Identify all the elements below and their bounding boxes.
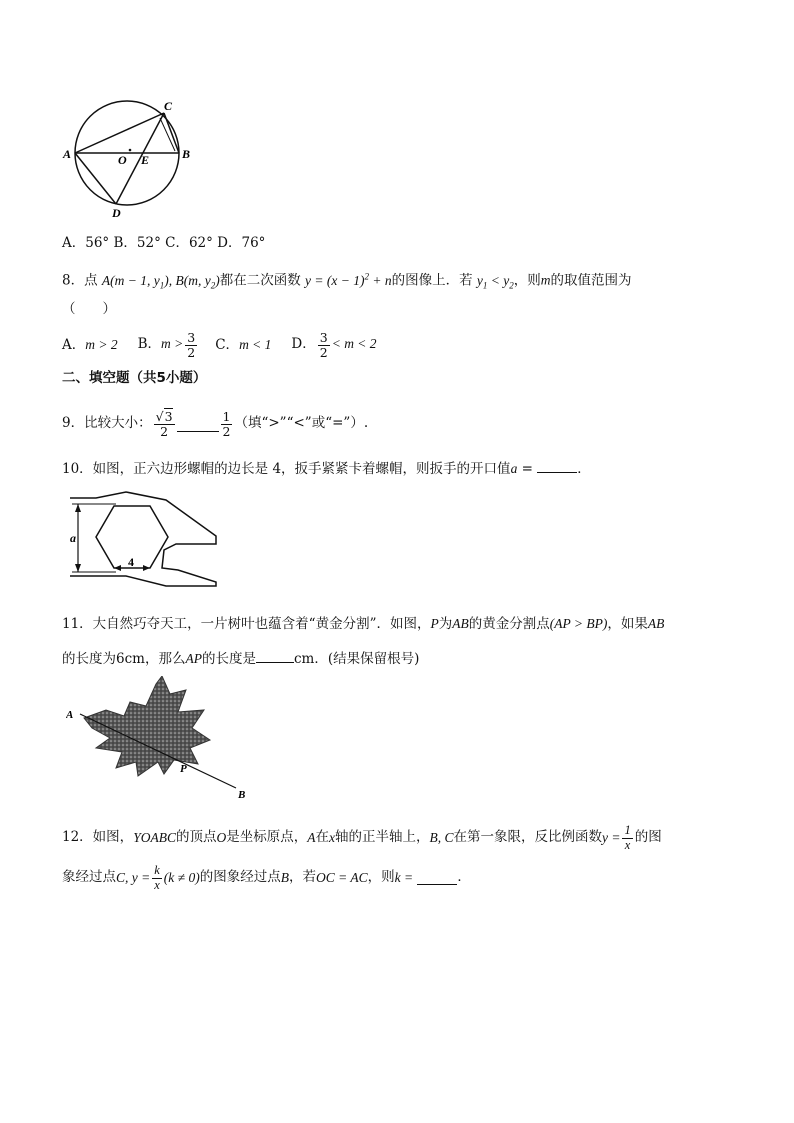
leaf-figure: [66, 676, 256, 804]
q8-options: [62, 328, 377, 362]
q7-options: A．56° B．52° C．62° D．76°: [62, 235, 266, 251]
section-title: 二、填空题（共5小题）: [62, 370, 207, 386]
q8-text-3: 的图像上．若: [391, 272, 473, 289]
q10-var: a: [510, 461, 518, 476]
q11-answer-blank[interactable]: [256, 650, 294, 663]
label-p: P: [180, 763, 187, 775]
q8-answer-parens: （ ）: [62, 301, 116, 317]
q8-number: 8．: [62, 272, 85, 289]
q9-hint: （填“>”“<”或“=”）.: [234, 415, 369, 432]
maple-leaf: [84, 676, 210, 776]
q8-text-2: 都在二次函数: [219, 272, 301, 289]
circle-figure: [60, 96, 200, 226]
q9-left-fraction: $\frac{√3}{2}$: [155, 409, 173, 439]
q9-answer-blank[interactable]: [177, 417, 219, 432]
q9-right-fraction: $\frac{1}{2}$: [222, 409, 231, 439]
q8-option-a: A．m > 2: [62, 336, 118, 353]
label-a: A: [63, 147, 72, 161]
center-dot: [129, 149, 132, 152]
q8-function: $y = (x - 1)^2 + n$: [305, 271, 392, 288]
q10-text: 10．如图，正六边形螺帽的边长是 4，扳手紧紧卡着螺帽，则扳手的开口值: [62, 461, 511, 477]
q12-line2: 象经过点 C, y = $\frac{k}{x}$ (k ≠ 0) 的图象经过点 B ，若 OC = AC ，则 k = ．: [62, 863, 471, 892]
q10-eq: =: [517, 461, 533, 477]
label-e: E: [141, 153, 150, 167]
label-a: a: [70, 531, 76, 545]
label-c: C: [164, 99, 173, 113]
label-a: A: [66, 709, 74, 721]
q10-answer-blank[interactable]: [537, 460, 577, 473]
q8-text-4: ，则: [513, 272, 541, 289]
label-d: D: [112, 206, 121, 220]
q8-var-m: m: [540, 272, 551, 288]
q10-stem: [62, 460, 591, 477]
q8-text-1: 点: [84, 272, 98, 289]
q8-points: A(m − 1, $y_1$), B(m, $y_2$): [101, 272, 220, 291]
q8-option-d: D． $\frac{3}{2}$ < m < 2: [291, 330, 377, 360]
q9-number: 9．比较大小：: [62, 415, 152, 432]
q12-answer-blank[interactable]: [417, 872, 457, 885]
q11-line1: 11．大自然巧夺天工，一片树叶也蕴含着“黄金分割”．如图，P为AB的黄金分割点(AP > BP)，如果AB: [62, 616, 665, 632]
q9: [62, 406, 368, 442]
label-o: O: [118, 153, 127, 167]
wrench-figure: [66, 490, 226, 590]
q8-condition: $y_1 < y_2$: [476, 272, 514, 291]
label-b: B: [238, 789, 246, 801]
q8-option-c: C．m < 1: [215, 336, 272, 353]
q8-option-b: B．m > $\frac{3}{2}$: [137, 330, 196, 360]
chord-cb: [164, 113, 179, 153]
q8-stem: [62, 272, 632, 290]
label-b: B: [182, 147, 191, 161]
q12-line1: 12．如图， YOABC 的顶点 O 是坐标原点， A 在 x 轴的正半轴上， B, C 在第一象限，反比例函数 y = $\frac{1}{x}$ 的图: [62, 823, 662, 852]
label-4: 4: [128, 555, 134, 569]
q11-line2: 的长度为6cm，那么AP的长度是 cm．(结果保留根号): [62, 651, 420, 667]
q8-text-5: 的取值范围为: [550, 272, 632, 289]
q10-end: ．: [577, 461, 591, 477]
